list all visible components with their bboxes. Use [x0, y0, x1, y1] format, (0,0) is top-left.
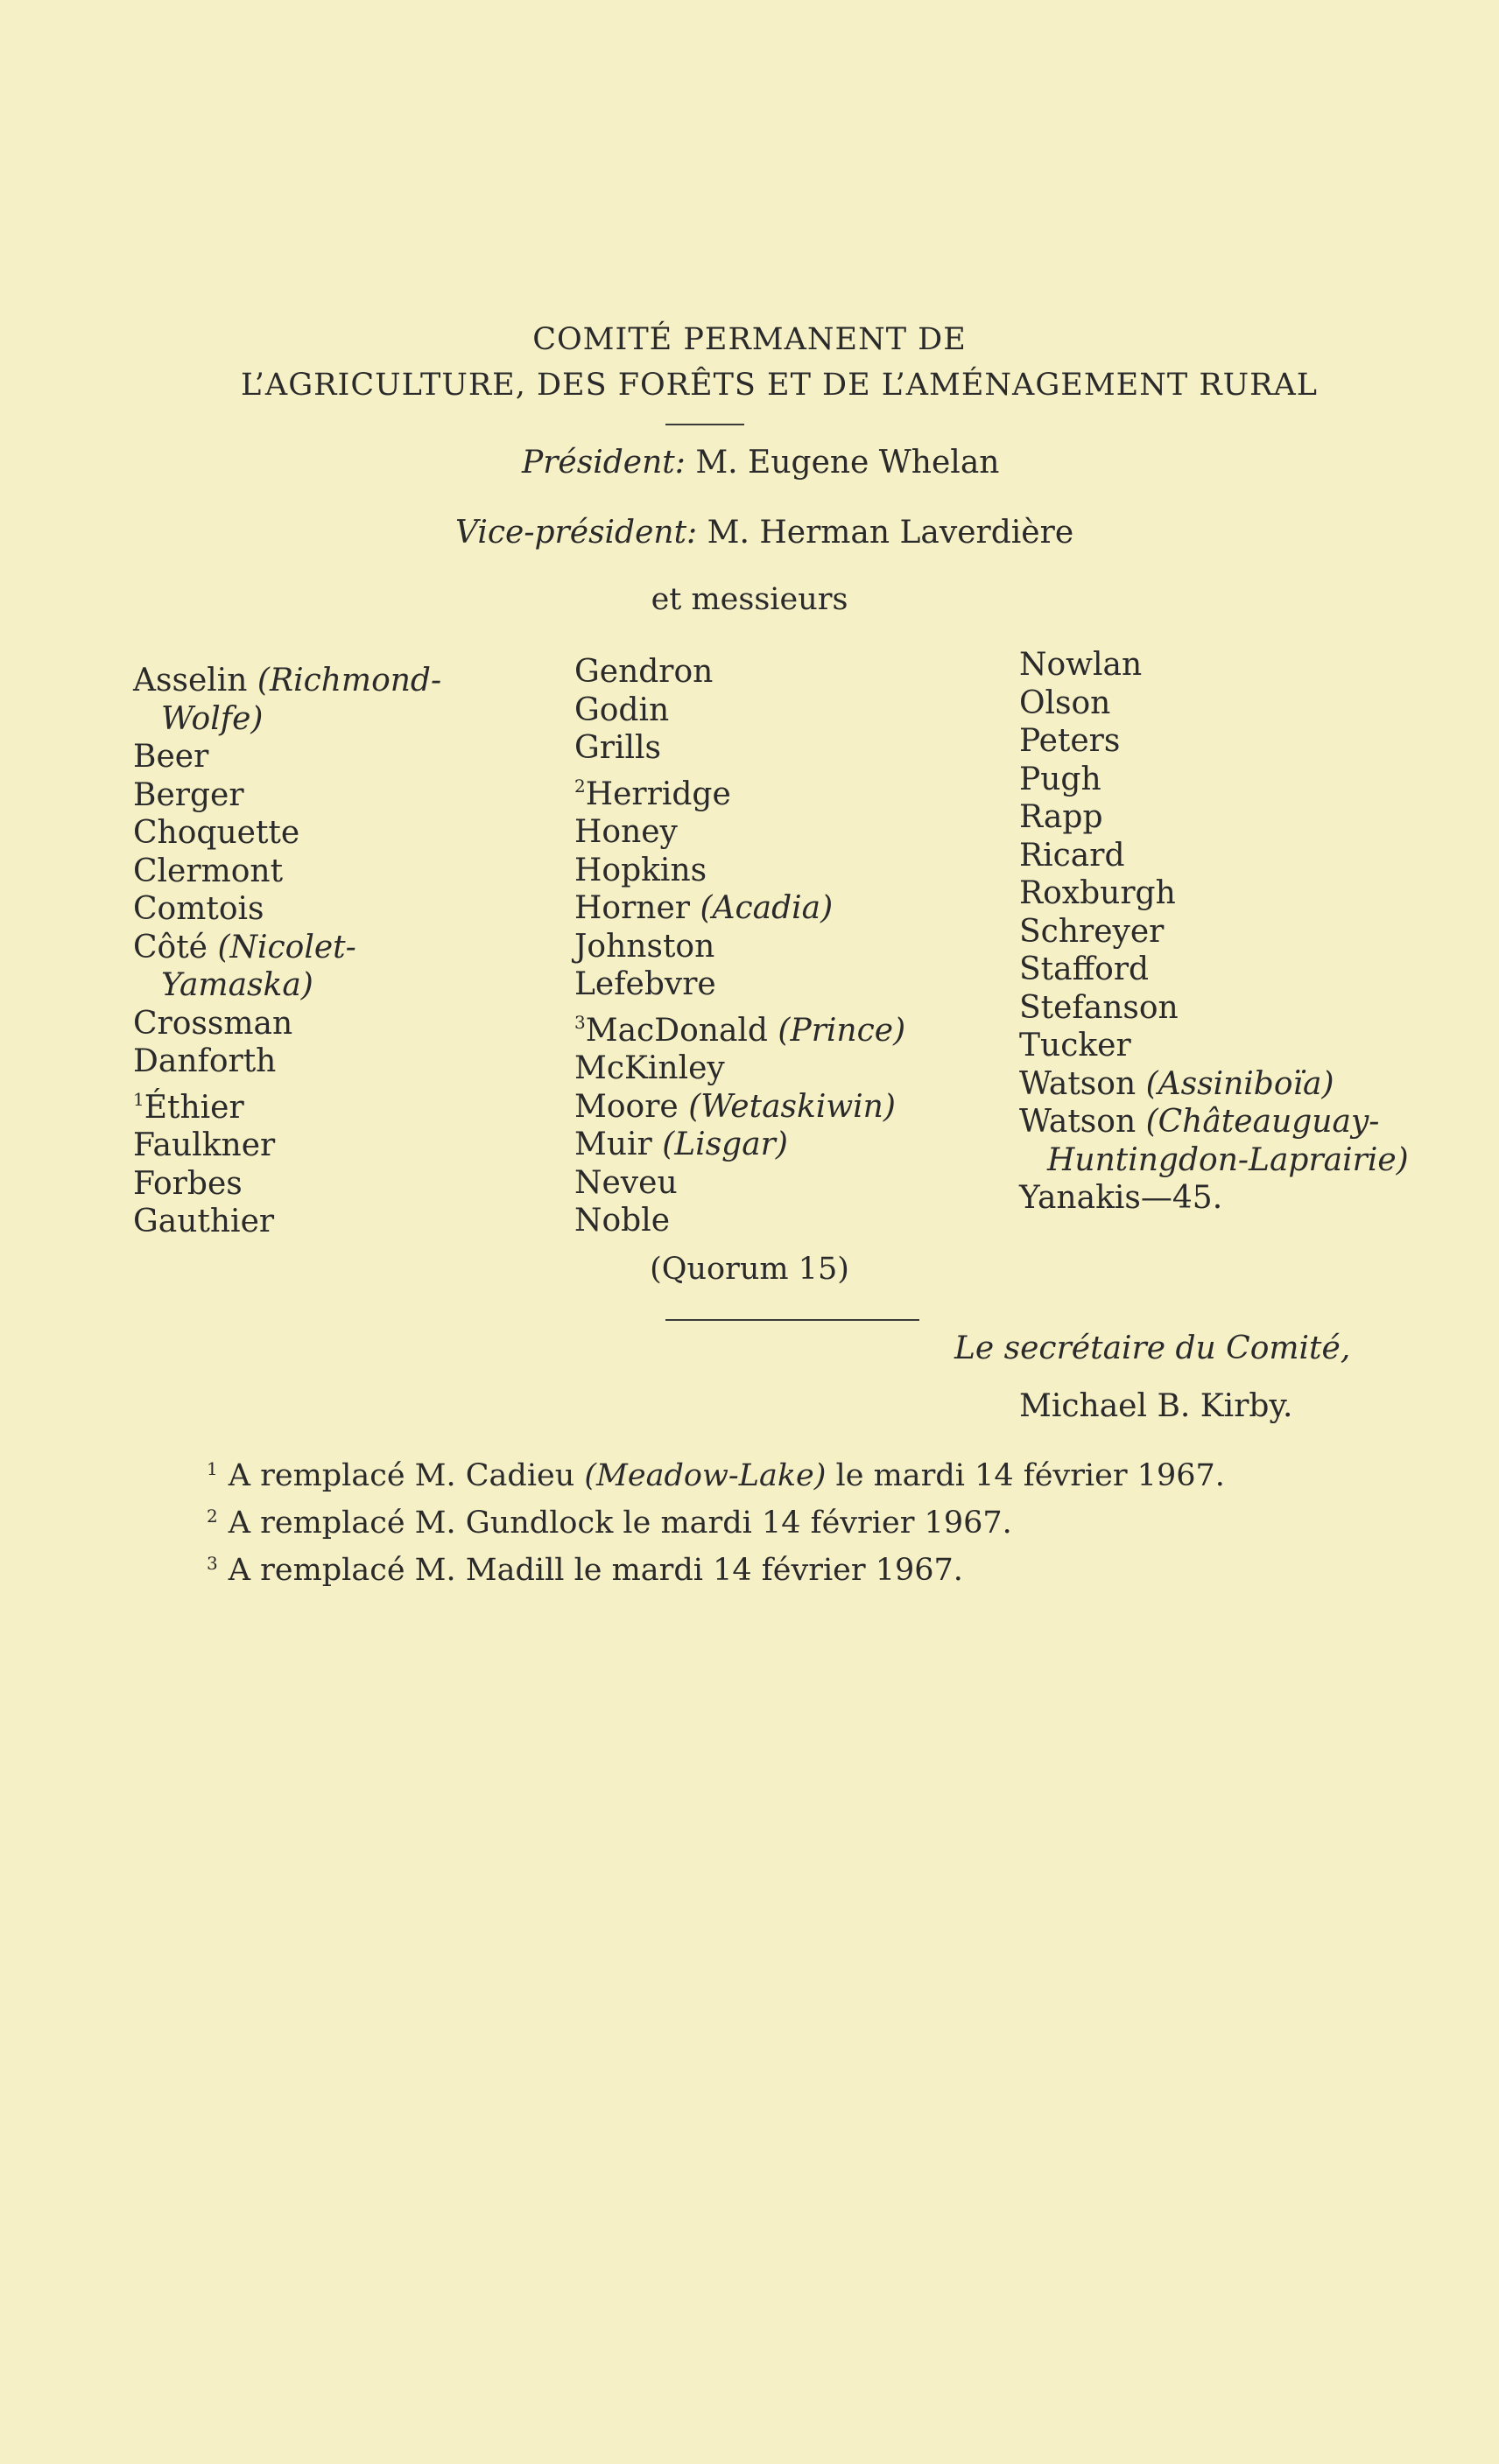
committee-title-line2: L’AGRICULTURE, DES FORÊTS ET DE L’AMÉNAGEMENT RURAL	[240, 368, 1319, 403]
vice-president-name: M. Herman Laverdière	[707, 515, 1074, 551]
member-name: Ricard	[1019, 837, 1125, 874]
member-entry	[133, 1042, 441, 1081]
member-name: McKinley	[574, 1050, 725, 1086]
member-name: Clermont	[133, 853, 284, 889]
member-entry	[574, 813, 905, 852]
member-name: Honey	[574, 814, 678, 850]
member-entry	[1019, 798, 1409, 837]
member-name: Hopkins	[574, 852, 707, 888]
member-riding: (Assiniboïa)	[1145, 1065, 1334, 1102]
member-entry	[133, 1203, 441, 1241]
member-entry	[1019, 1103, 1409, 1141]
president-line	[522, 445, 999, 481]
member-name: Tucker	[1019, 1028, 1131, 1064]
footnote-marker: 1	[133, 1088, 144, 1110]
member-name: Roxburgh	[1019, 875, 1176, 911]
member-entry	[1019, 722, 1409, 761]
member-entry	[1019, 837, 1409, 875]
member-name: Berger	[133, 776, 244, 813]
member-riding: (Richmond-	[257, 663, 442, 698]
member-name: Stafford	[1019, 951, 1150, 987]
member-name: Danforth	[133, 1043, 277, 1079]
member-entry	[574, 889, 905, 928]
member-name: Lefebvre	[574, 966, 716, 1002]
member-entry	[574, 1088, 905, 1127]
member-name: Crossman	[133, 1005, 293, 1042]
member-entry	[574, 852, 905, 890]
member-entry	[1019, 646, 1409, 684]
footnote-1: $^1$ A remplacé M. Cadieu (Meadow-Lake) le mardi 14 février 1967.	[207, 1458, 1225, 1493]
member-name: Éthier	[144, 1089, 244, 1126]
member-riding-continued: Wolfe)	[161, 700, 264, 737]
member-riding: (Prince)	[778, 1012, 906, 1049]
member-name: Forbes	[133, 1165, 243, 1202]
member-entry	[1019, 1141, 1409, 1180]
member-riding: (Châteauguay-	[1145, 1104, 1380, 1140]
committee-title-line1: COMITÉ PERMANENT DE	[532, 322, 967, 357]
member-entry	[574, 1126, 905, 1164]
member-name: Nowlan	[1019, 647, 1143, 683]
footnote-marker: 3	[574, 1011, 586, 1033]
member-name: Johnston	[574, 928, 715, 965]
member-name: Grills	[574, 730, 661, 766]
member-entry	[133, 1005, 441, 1043]
member-name: Horner	[574, 890, 690, 926]
member-name: Watson	[1019, 1104, 1137, 1140]
member-name: Moore	[574, 1088, 679, 1125]
footnote-3: $^3$ A remplacé M. Madill le mardi 14 février 1967.	[207, 1553, 963, 1588]
member-entry	[1019, 761, 1409, 799]
member-riding: (Nicolet-	[217, 929, 356, 965]
member-entry	[133, 890, 441, 929]
footnote-number: 2	[207, 1506, 218, 1527]
member-entry	[133, 738, 441, 776]
footnote-number: 1	[207, 1458, 218, 1479]
footnote-riding: (Meadow-Lake)	[584, 1458, 827, 1493]
member-entry	[1019, 951, 1409, 989]
member-entry	[574, 768, 905, 814]
vice-president-line	[455, 515, 1073, 551]
member-name: Gauthier	[133, 1204, 275, 1239]
member-entry	[574, 729, 905, 768]
member-name: Yanakis—45.	[1019, 1180, 1223, 1216]
members-column-1	[133, 662, 441, 1241]
quorum-note: (Quorum 15)	[650, 1252, 849, 1287]
member-entry	[133, 814, 441, 853]
member-name: Beer	[133, 739, 209, 775]
president-name: M. Eugene Whelan	[695, 445, 1000, 481]
member-riding-continued: Huntingdon-Laprairie)	[1047, 1141, 1409, 1178]
member-entry	[1019, 1027, 1409, 1065]
member-name: Pugh	[1019, 761, 1101, 797]
secretary-name: Michael B. Kirby.	[1019, 1388, 1293, 1424]
member-riding: (Acadia)	[700, 890, 834, 926]
member-entry	[133, 929, 441, 967]
member-entry	[1019, 874, 1409, 913]
member-entry	[1019, 1179, 1409, 1218]
members-column-2	[574, 653, 905, 1240]
member-name: Peters	[1019, 723, 1121, 759]
footnote-number: 3	[207, 1553, 218, 1574]
member-entry	[133, 966, 441, 1005]
member-name: Rapp	[1019, 799, 1103, 835]
member-entry	[574, 1202, 905, 1240]
member-entry	[133, 1165, 441, 1204]
member-entry	[574, 1164, 905, 1203]
member-entry	[133, 853, 441, 891]
member-name: Faulkner	[133, 1127, 276, 1163]
members-intro: et messieurs	[651, 582, 848, 617]
president-label: Président:	[522, 445, 686, 481]
footnote-2: $^2$ A remplacé M. Gundlock le mardi 14 février 1967.	[207, 1506, 1012, 1541]
member-name: MacDonald	[585, 1012, 768, 1049]
member-name: Schreyer	[1019, 913, 1165, 950]
member-entry	[1019, 684, 1409, 723]
member-riding: (Lisgar)	[662, 1127, 788, 1162]
member-name: Gendron	[574, 654, 714, 690]
member-entry	[574, 928, 905, 966]
member-name: Watson	[1019, 1065, 1137, 1102]
member-name: Godin	[574, 691, 670, 728]
member-entry	[574, 1049, 905, 1088]
member-entry	[133, 1127, 441, 1165]
member-entry	[133, 1081, 441, 1127]
member-riding-continued: Yamaska)	[161, 967, 313, 1003]
member-name: Muir	[574, 1127, 652, 1162]
member-riding: (Wetaskiwin)	[688, 1088, 896, 1125]
member-entry	[574, 965, 905, 1004]
member-entry	[133, 776, 441, 815]
member-name: Côté	[133, 929, 208, 965]
member-entry	[574, 691, 905, 730]
member-name: Herridge	[585, 776, 731, 812]
secretary-label: Le secrétaire du Comité,	[954, 1330, 1351, 1366]
member-name: Noble	[574, 1203, 671, 1239]
member-name: Choquette	[133, 815, 300, 851]
member-entry	[574, 653, 905, 691]
member-name: Neveu	[574, 1164, 678, 1201]
members-column-3	[1019, 646, 1409, 1218]
footnote-marker: 2	[574, 775, 586, 797]
member-name: Comtois	[133, 891, 264, 927]
member-entry	[574, 1004, 905, 1050]
title-divider	[665, 424, 744, 425]
member-entry	[1019, 913, 1409, 951]
member-name: Olson	[1019, 684, 1111, 721]
member-entry	[133, 662, 441, 700]
member-name: Stefanson	[1019, 989, 1179, 1026]
quorum-divider	[665, 1319, 919, 1321]
vice-president-label: Vice-président:	[455, 515, 698, 551]
member-name: Asselin	[133, 663, 248, 698]
member-entry	[133, 700, 441, 739]
member-entry	[1019, 989, 1409, 1028]
member-entry	[1019, 1065, 1409, 1104]
